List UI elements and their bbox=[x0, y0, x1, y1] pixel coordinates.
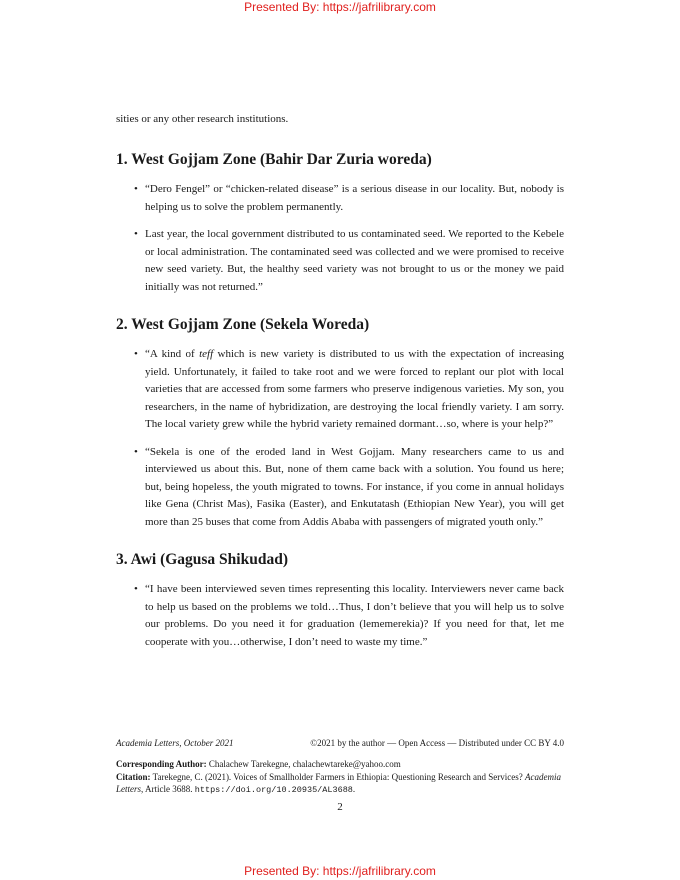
header-banner[interactable]: Presented By: https://jafrilibrary.com bbox=[244, 0, 436, 14]
section-title-3: 3. Awi (Gagusa Shikudad) bbox=[116, 551, 288, 568]
quote-teff: “A kind of teff which is new variety is distributed to us with the expectation of increasing yield. Unfortunately, it failed to take root and we were forced to replant our plot with local varieties that are accessed from some farmers who preserve indigenous varieties. My son, you researchers, in the name of hybridization, are destroying the local friendly variety. I am sorry. The local variety grew while the hybrid variety remained dormant…so, where is your help?” bbox=[145, 348, 564, 430]
footer-meta bbox=[116, 737, 564, 750]
section-title-2: 2. West Gojjam Zone (Sekela Woreda) bbox=[116, 316, 370, 333]
doi-link[interactable]: https://doi.org/10.20935/AL3688 bbox=[194, 785, 353, 795]
license-text: ©2021 by the author — Open Access — Distributed under CC BY 4.0 bbox=[310, 738, 564, 748]
footer-citation bbox=[116, 758, 564, 797]
bullet-list-2 bbox=[116, 346, 564, 531]
list-item bbox=[116, 346, 564, 434]
citation: Citation: Tarekegne, C. (2021). Voices of Smallholder Farmers in Ethiopia: Questioning Research and Services? Academia Letters, Article 3688. https://doi.org/10.20935/AL3688. bbox=[116, 771, 562, 795]
bullet-icon: • bbox=[134, 445, 138, 458]
bullet-icon: • bbox=[134, 348, 138, 360]
corresponding-author: Corresponding Author: Chalachew Tarekegne, chalachewtareke@yahoo.com bbox=[116, 759, 401, 769]
bullet-icon: • bbox=[134, 583, 138, 595]
footer-row bbox=[116, 737, 564, 750]
list-item: • Last year, the local government distributed to us contaminated seed. We reported to the Kebele or local administration. The contaminated seed was collected and we were promised to receive new seed variety. But, the healthy seed variety was not brought to us or the money we paid initially was not returned.” bbox=[134, 228, 564, 293]
list-item: • “I have been interviewed seven times representing this locality. Interviewers never came back to help us based on the problems we told…Thus, I don’t believe that you will help us to solve our problems. Do you need it for graduation (lememerekia)? If you need for that, let me cooperate with you…otherwise, I don’t need to waste my time.” bbox=[134, 583, 564, 648]
bullet-list-3 bbox=[116, 581, 564, 651]
bullet-icon: • bbox=[134, 228, 138, 240]
footer-banner[interactable]: Presented By: https://jafrilibrary.com bbox=[244, 864, 436, 878]
journal-name: Academia Letters, October 2021 bbox=[116, 738, 234, 748]
list-item: • “Sekela is one of the eroded land in West Gojjam. Many researchers came to us and interviewed us about this. But, none of them came back with a solution. You found us here; but, being hopeless, the youth migrated to towns. For instance, if you come in annual holidays like Gena (Christ Mas), Fasika (Easter), and Enkutatash (Ethiopian New Year), you will get more than 25 buses that come from Addis Ababa with passengers of migrated youth only.” bbox=[134, 445, 564, 528]
lead-paragraph: sities or any other research institutions. bbox=[116, 113, 289, 125]
page-number: 2 bbox=[337, 801, 343, 813]
article-body bbox=[116, 112, 564, 651]
section-title-1: 1. West Gojjam Zone (Bahir Dar Zuria woreda) bbox=[116, 151, 432, 168]
list-item: • “Dero Fengel” or “chicken-related disease” is a serious disease in our locality. But, nobody is helping us to solve the problem permanently. bbox=[134, 183, 564, 213]
bullet-icon: • bbox=[134, 183, 138, 195]
bullet-list-1 bbox=[116, 181, 564, 296]
teff-term: teff bbox=[199, 348, 214, 360]
